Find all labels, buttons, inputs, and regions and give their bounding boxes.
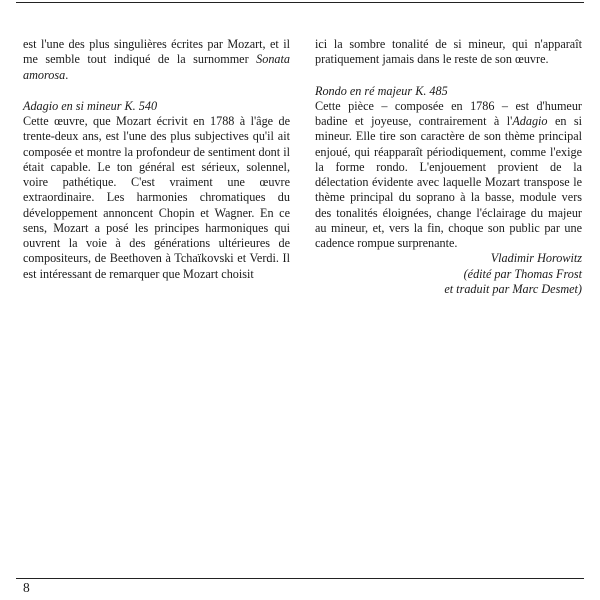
signature-author: Vladimir Horowitz bbox=[490, 251, 582, 266]
rondo-text-a: Cette pièce – composée en 1786 – est d'humeur badine et joyeuse, contrairement à l' bbox=[315, 98, 582, 128]
intro-paragraph bbox=[23, 37, 290, 83]
signature-translated: et traduit par Marc Desmet) bbox=[444, 281, 582, 296]
page-number: 8 bbox=[23, 580, 30, 595]
continuation-paragraph: ici la sombre tonalité de si mineur, qui n'apparaît pratiquement jamais dans le reste de son œuvre. bbox=[315, 37, 582, 67]
adagio-reference: Adagio bbox=[512, 114, 548, 128]
sonata-amorosa-title: Sonata amorosa bbox=[23, 52, 290, 82]
bottom-rule bbox=[16, 578, 584, 579]
signature-edited: (édité par Thomas Frost bbox=[463, 266, 582, 281]
intro-end: . bbox=[65, 67, 69, 82]
rondo-paragraph bbox=[315, 99, 582, 252]
adagio-paragraph: Cette œuvre, que Mozart écrivit en 1788 à l'âge de trente-deux ans, est l'une des plus subjectives qu'il ait composée et montre la profondeur de sentiment dont il était capable. Le ton général est sérieux, solennel, voire pathétique. C'est vraiment une œuvre extraordinaire. Les harmonies chromatiques du développement annoncent Chopin et Wagner. En ce sens, Mozart a posé les principes harmoniques qui ouvrent la voie à des générations ultérieures de compositeurs, de Beethoven à Tchaïkovski et Verdi. Il est intéressant de remarquer que Mozart choisit bbox=[23, 114, 290, 281]
rondo-heading: Rondo en ré majeur K. 485 bbox=[315, 83, 448, 98]
top-rule bbox=[16, 2, 584, 3]
intro-text: est l'une des plus singulières écrites par Mozart, et il me semble tout indiqué de la surnommer bbox=[23, 37, 290, 67]
adagio-heading: Adagio en si mineur K. 540 bbox=[23, 98, 158, 113]
rondo-text-b: en si mineur. Elle tire son caractère de son thème principal enjoué, qui réapparaît périodiquement, comme l'exige la forme rondo. L'enjouement provient de la délectation évidente avec laquelle Mozart transpose le thème principal du soprano à la basse, module vers des tonalités éloignées, change l'éclairage du majeur au mineur, et, vers la fin, choque son public par une cadence rompue surprenante. bbox=[315, 114, 582, 250]
left-column bbox=[23, 37, 290, 282]
right-column bbox=[315, 37, 582, 297]
